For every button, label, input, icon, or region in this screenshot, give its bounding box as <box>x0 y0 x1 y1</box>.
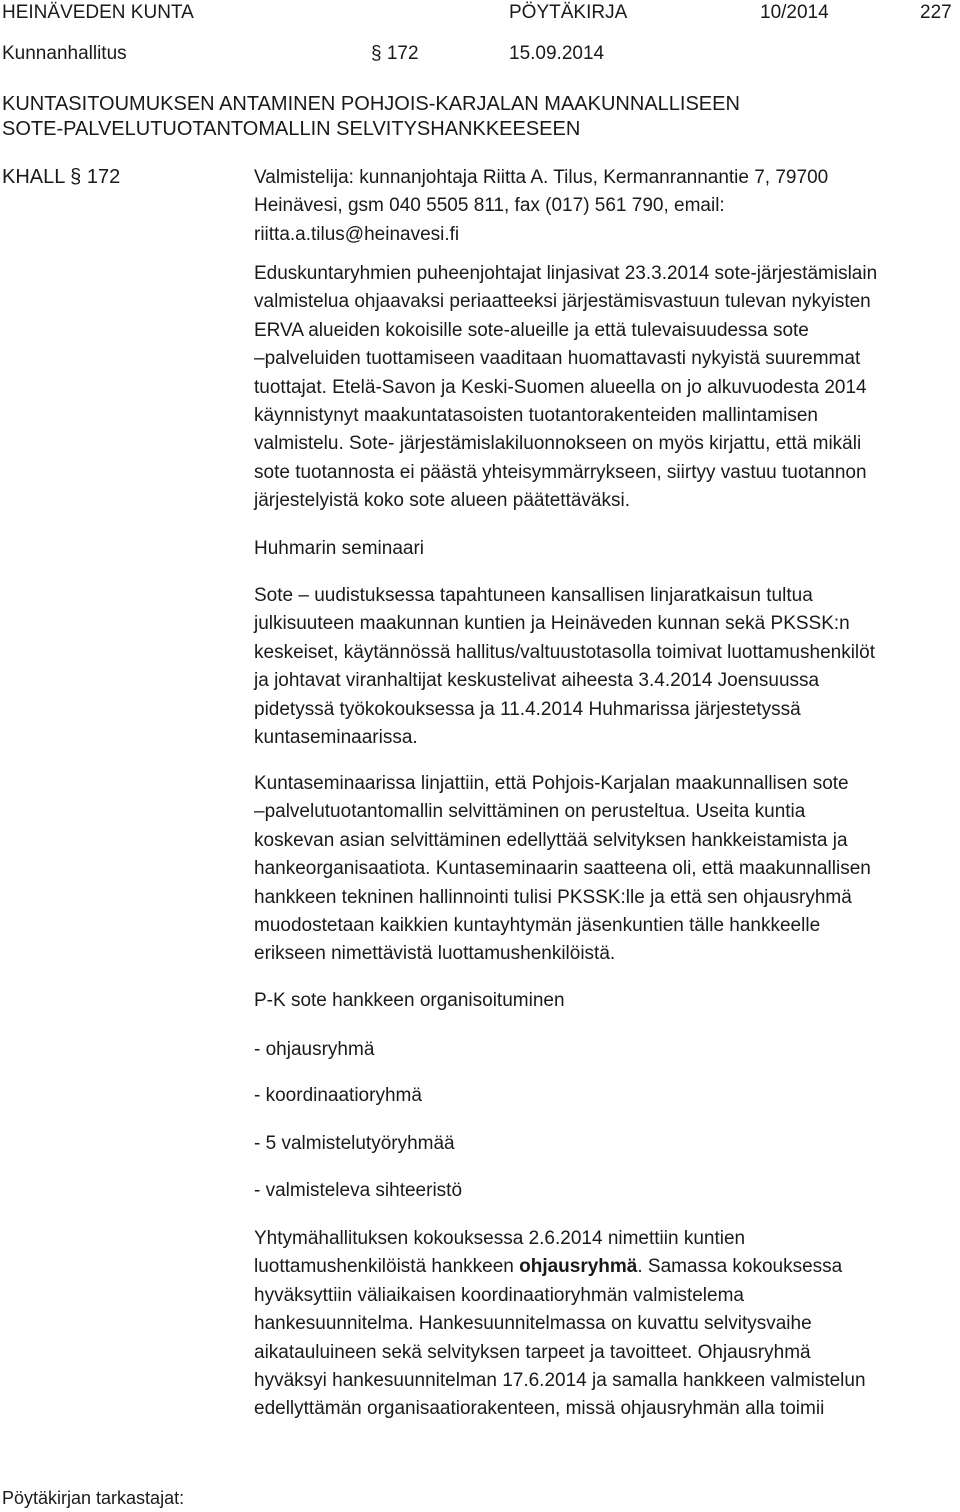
para2-line: julkisuuteen maakunnan kuntien ja Heinäveden kunnan sekä PKSSK:n <box>254 613 850 635</box>
para1-line: –palveluiden tuottamiseen vaaditaan huomattavasti nykyistä suuremmat <box>254 348 861 370</box>
para1-line: sote tuotannosta ei päästä yhteisymmärrykseen, siirtyy vastuu tuotannon <box>254 461 867 483</box>
preparer-block <box>254 164 954 249</box>
paragraph-background <box>254 260 954 516</box>
title-line-1: KUNTASITOUMUKSEN ANTAMINEN POHJOIS-KARJALAN MAAKUNNALLISEEN <box>2 93 740 115</box>
para4-text: . Samassa kokouksessa <box>637 1256 843 1278</box>
para4-line <box>254 1253 954 1281</box>
heading-organisation: P-K sote hankkeen organisoituminen <box>254 990 565 1011</box>
paragraph-decision <box>254 770 954 969</box>
para1-line: järjestelyistä koko sote alueen päätettäväksi. <box>254 490 630 512</box>
paragraph-steering-group <box>254 1225 954 1424</box>
meeting-date: 15.09.2014 <box>509 43 605 64</box>
para3-line: –palvelutuotantomallin selvittäminen on perusteltua. Useita kuntia <box>254 801 806 823</box>
section-number: § 172 <box>371 43 419 64</box>
para1-line: tuottajat. Etelä-Savon ja Keski-Suomen alueella on jo alkuvuodesta 2014 <box>254 376 867 398</box>
para4-line: hyväksyttiin väliaikaisen koordinaatioryhmän valmistelema <box>254 1284 744 1306</box>
para2-line: keskeiset, käytännössä hallitus/valtuustotasolla toimivat luottamushenkilöt <box>254 641 875 663</box>
para1-line: ERVA alueiden kokoisille sote-alueille ja että tulevaisuudessa sote <box>254 319 809 341</box>
para3-line: koskevan asian selvittäminen edellyttää selvityksen hankkeistamista ja <box>254 829 848 851</box>
para2-line: ja johtavat viranhaltijat keskustelivat aiheesta 3.4.2014 Joensuussa <box>254 670 820 692</box>
organ-name: Kunnanhallitus <box>2 43 127 64</box>
para3-line: hankeorganisaatiota. Kuntaseminaarin saatteena oli, että maakunnallisen <box>254 858 871 880</box>
heading-seminar: Huhmarin seminaari <box>254 538 425 559</box>
title-line-2: SOTE-PALVELUTUOTANTOMALLIN SELVITYSHANKKEESEEN <box>2 118 581 140</box>
para3-line: muodostetaan kaikkien kuntayhtymän jäsenkuntien tälle hankkeelle <box>254 915 821 937</box>
document-type: PÖYTÄKIRJA <box>509 2 628 23</box>
para4-line: Yhtymähallituksen kokouksessa 2.6.2014 nimettiin kuntien <box>254 1228 746 1249</box>
preparer-line-1: Valmistelija: kunnanjohtaja Riitta A. Tilus, Kermanrannantie 7, 79700 <box>254 167 829 188</box>
para3-line: erikseen nimettävistä luottamushenkilöistä. <box>254 943 616 965</box>
steering-group-term: ohjausryhmä <box>519 1256 638 1278</box>
para4-line: edellyttämän organisaatiorakenteen, missä ohjausryhmän alla toimii <box>254 1398 825 1420</box>
org-list-item: - valmisteleva sihteeristö <box>254 1180 463 1201</box>
para3-line: hankkeen tekninen hallinnointi tulisi PKSSK:lle ja että sen ohjausryhmä <box>254 886 852 908</box>
municipality-name: HEINÄVEDEN KUNTA <box>2 2 194 23</box>
footer-reviewers: Pöytäkirjan tarkastajat: <box>2 1488 185 1508</box>
document-title <box>2 92 740 142</box>
para4-line: hankesuunnitelma. Hankesuunnitelmassa on kuvattu selvitysvaihe <box>254 1313 812 1335</box>
para2-line: Sote – uudistuksessa tapahtuneen kansallisen linjaratkaisun tultua <box>254 585 813 606</box>
org-list-item: - ohjausryhmä <box>254 1039 375 1060</box>
para4-text: luottamushenkilöistä hankkeen <box>254 1256 520 1278</box>
item-reference: KHALL § 172 <box>2 166 121 188</box>
preparer-line-3: riitta.a.tilus@heinavesi.fi <box>254 223 460 245</box>
para4-line: hyväksyi hankesuunnitelman 17.6.2014 ja samalla hankkeen valmistelun <box>254 1370 866 1392</box>
page-number: 227 <box>920 2 952 23</box>
document-number: 10/2014 <box>760 2 829 23</box>
para2-line: pidetyssä työkokouksessa ja 11.4.2014 Huhmarissa järjestetyssä <box>254 698 801 720</box>
preparer-line-2: Heinävesi, gsm 040 5505 811, fax (017) 561 790, email: <box>254 195 725 217</box>
org-list-item: - koordinaatioryhmä <box>254 1085 422 1106</box>
org-list-item: - 5 valmistelutyöryhmää <box>254 1133 455 1154</box>
para1-line: käynnistynyt maakuntatasoisten tuotantorakenteiden mallintamisen <box>254 405 818 427</box>
paragraph-seminar <box>254 582 954 752</box>
para2-line: kuntaseminaarissa. <box>254 727 418 749</box>
para3-line: Kuntaseminaarissa linjattiin, että Pohjois-Karjalan maakunnallisen sote <box>254 773 849 794</box>
para4-line: aikatauluineen sekä selvityksen tarpeet ja tavoitteet. Ohjausryhmä <box>254 1341 811 1363</box>
para1-line: Eduskuntaryhmien puheenjohtajat linjasivat 23.3.2014 sote-järjestämislain <box>254 263 878 284</box>
para1-line: valmistelua ohjaavaksi periaatteeksi järjestämisvastuun tulevan nykyisten <box>254 291 871 313</box>
para1-line: valmistelu. Sote- järjestämislakiluonnokseen on myös kirjattu, että mikäli <box>254 433 862 455</box>
